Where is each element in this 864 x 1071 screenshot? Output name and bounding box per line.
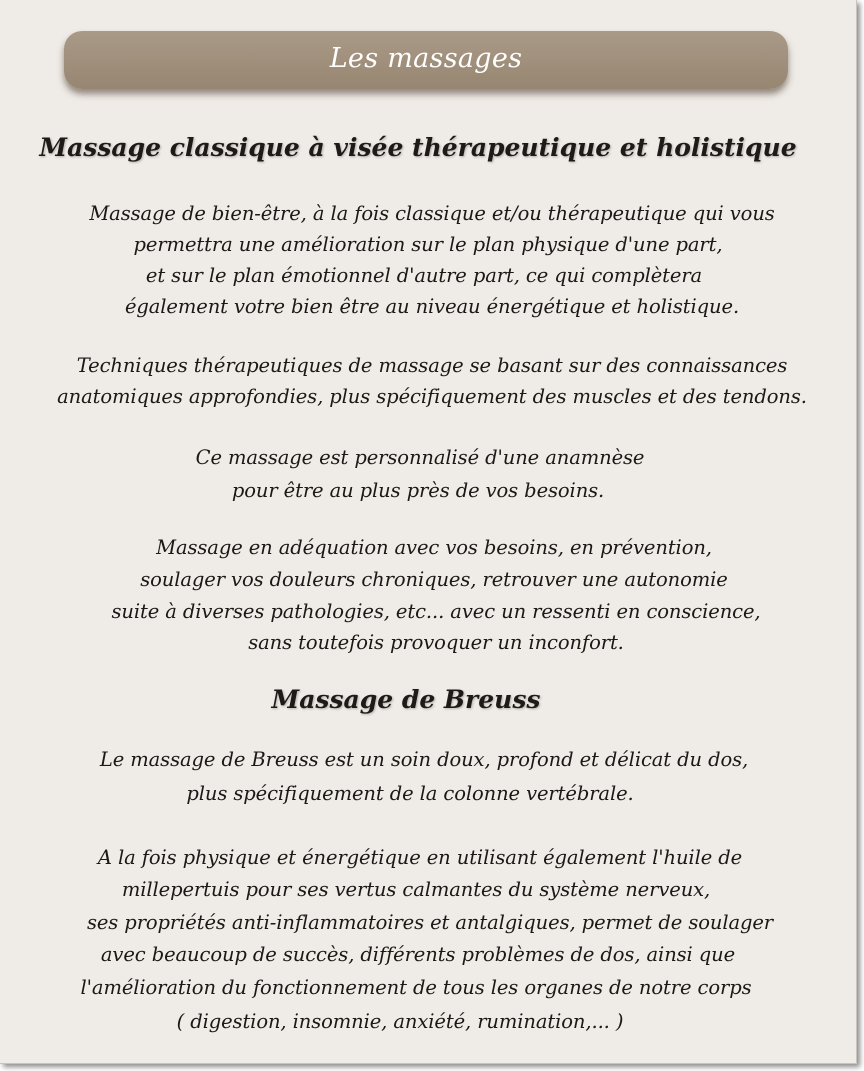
paragraph-line: et sur le plan émotionnel d'autre part, ce qui complètera xyxy=(145,264,703,287)
paragraph-line: l'amélioration du fonctionnement de tous les organes de notre corps xyxy=(80,976,752,999)
paragraph-line: millepertuis pour ses vertus calmantes du système nerveux, xyxy=(121,878,711,901)
paragraph-line: Techniques thérapeutiques de massage se basant sur des connaissances xyxy=(76,354,788,377)
paragraph-line: également votre bien être au niveau énergétique et holistique. xyxy=(124,295,740,318)
paragraph-line: A la fois physique et énergétique en utilisant également l'huile de xyxy=(97,846,743,869)
page-title: Les massages xyxy=(329,43,523,74)
paragraph-line: Massage en adéquation avec vos besoins, en prévention, xyxy=(156,536,712,559)
paragraph-line: anatomiques approfondies, plus spécifiquement des muscles et des tendons. xyxy=(57,385,807,408)
paragraph-line: ( digestion, insomnie, anxiété, rumination,... ) xyxy=(176,1010,624,1033)
title-banner xyxy=(64,31,788,89)
paragraph-line: ses propriétés anti-inflammatoires et antalgiques, permet de soulager xyxy=(86,911,774,934)
paragraph-line: suite à diverses pathologies, etc... avec un ressenti en conscience, xyxy=(111,600,761,623)
paragraph-line: pour être au plus près de vos besoins. xyxy=(231,479,605,502)
section-heading-breuss-massage: Massage de Breuss xyxy=(271,685,541,714)
paragraph-line: plus spécifiquement de la colonne vertébrale. xyxy=(186,782,634,805)
paragraph-line: Le massage de Breuss est un soin doux, profond et délicat du dos, xyxy=(99,748,749,771)
paragraph-line: soulager vos douleurs chroniques, retrouver une autonomie xyxy=(140,568,728,591)
section-heading-classic-massage: Massage classique à visée thérapeutique et holistique xyxy=(39,133,797,162)
paragraph-line: Ce massage est personnalisé d'une anamnèse xyxy=(195,446,645,469)
paragraph-line: sans toutefois provoquer un inconfort. xyxy=(248,631,624,654)
paragraph-line: permettra une amélioration sur le plan physique d'une part, xyxy=(133,233,723,256)
paragraph-line: Massage de bien-être, à la fois classique et/ou thérapeutique qui vous xyxy=(89,202,775,225)
paragraph-line: avec beaucoup de succès, différents problèmes de dos, ainsi que xyxy=(100,943,736,966)
